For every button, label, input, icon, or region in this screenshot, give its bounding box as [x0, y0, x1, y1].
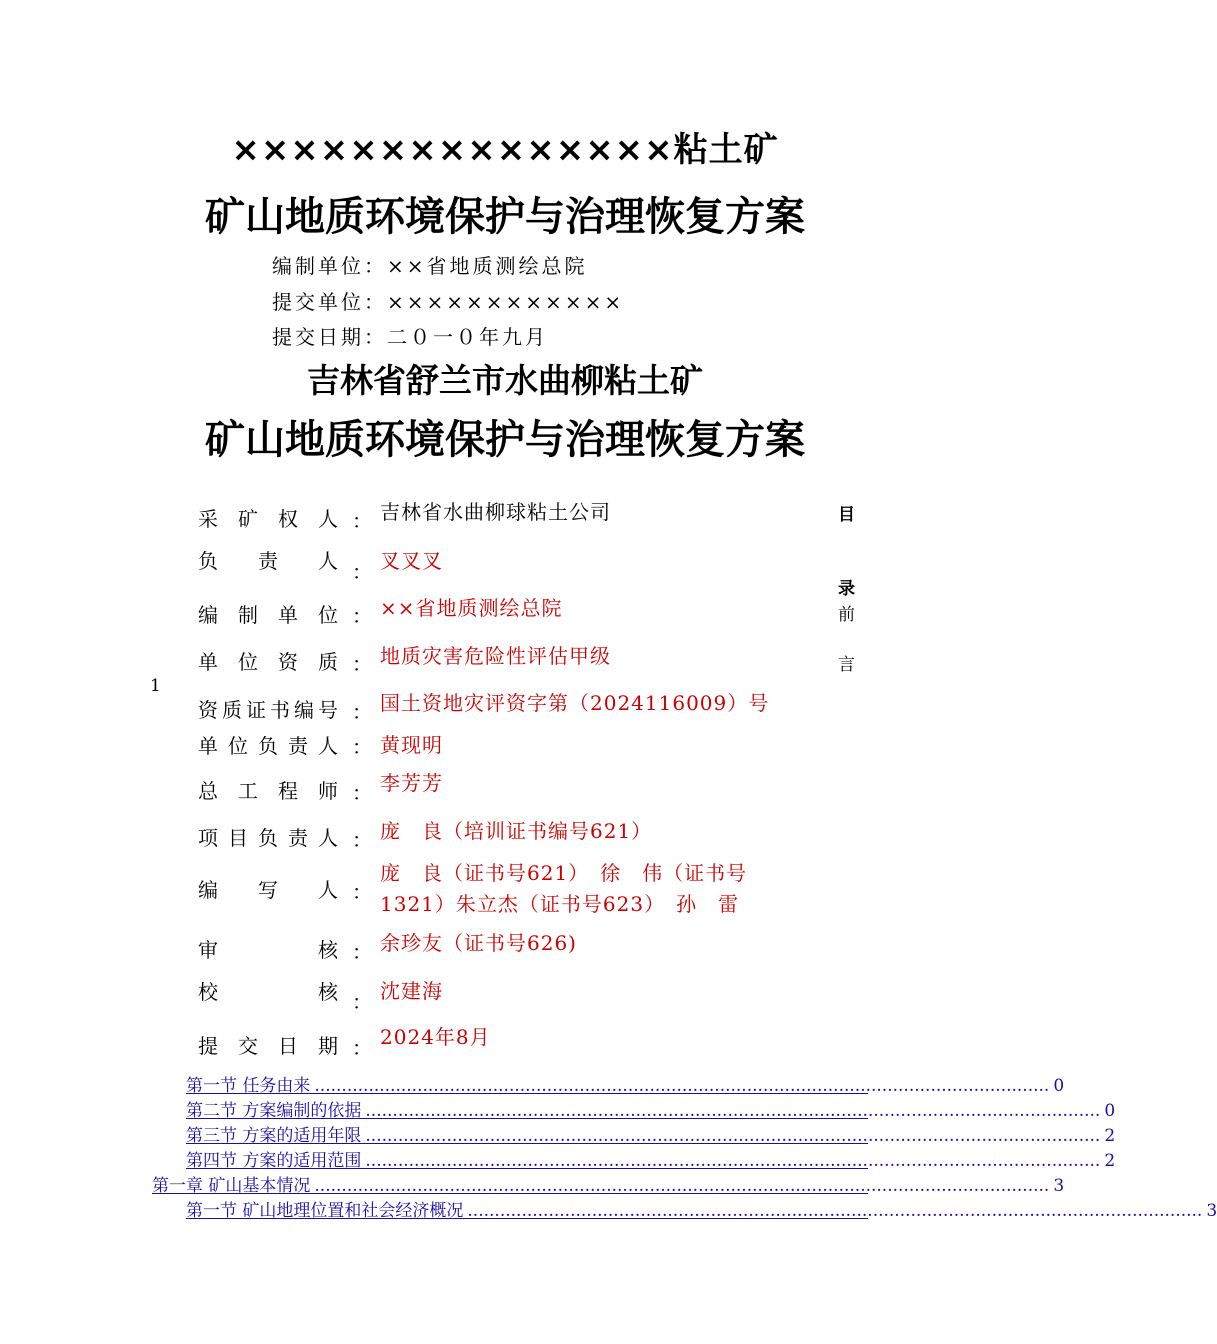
- toc-title-char: 年: [327, 1126, 345, 1146]
- field-label-char: 期: [318, 1034, 338, 1058]
- field-label-cert-number: [198, 694, 338, 723]
- field-label-char: 工: [238, 779, 258, 803]
- toc-title-char: 来: [293, 1076, 311, 1096]
- toc-entry-page: 2: [1104, 1126, 1116, 1146]
- field-colon: ：: [352, 652, 372, 676]
- toc-heading-lu: 录: [838, 579, 855, 599]
- page-number-one: 1: [150, 676, 161, 696]
- toc-title-char: 务: [259, 1076, 277, 1096]
- field-label-char: 目: [228, 826, 248, 850]
- field-label-writers: [198, 874, 338, 903]
- field-value-proofread: 沈建海: [380, 979, 443, 1003]
- toc-title-char: 经: [395, 1201, 413, 1221]
- toc-entry-page: 0: [1053, 1076, 1065, 1096]
- field-label-char: 人: [318, 549, 338, 573]
- toc-title-char: 山: [259, 1201, 277, 1221]
- toc-title-char: 依: [327, 1101, 345, 1121]
- toc-title-char: 节: [220, 1151, 237, 1171]
- toc-title-char: 三: [203, 1126, 220, 1146]
- toc-title-char: 况: [293, 1176, 311, 1196]
- toc-entry-chapter[interactable]: [152, 1171, 1065, 1196]
- toc-title-char: 方: [242, 1101, 260, 1121]
- field-label-char: 核: [318, 980, 338, 1004]
- field-value-chief-engineer: 李芳芳: [380, 771, 443, 795]
- toc-title-char: 第: [152, 1176, 169, 1196]
- toc-title-char: 第: [186, 1126, 203, 1146]
- field-colon: ：: [352, 940, 372, 964]
- field-label-review: [198, 934, 338, 963]
- toc-title-char: 的: [310, 1101, 328, 1121]
- toc-entry-title: [186, 1071, 310, 1096]
- field-label-char: 审: [198, 938, 218, 962]
- preface-qian: 前: [838, 605, 855, 625]
- field-label-char: 单: [278, 603, 298, 627]
- field-value-qualification: 地质灾害危险性评估甲级: [380, 644, 611, 668]
- toc-title-char: 一: [203, 1201, 220, 1221]
- field-label-char: 负: [198, 549, 218, 573]
- toc-title-char: 据: [344, 1101, 362, 1121]
- cover-title-line1: ×××××××××××××××粘土矿: [231, 130, 779, 170]
- field-label-char: 负: [258, 734, 278, 758]
- field-label-chief-engineer: [198, 775, 338, 804]
- toc-title-char: 制: [293, 1101, 311, 1121]
- toc-title-char: 矿: [208, 1176, 226, 1196]
- field-label-char: 人: [318, 826, 338, 850]
- toc-title-char: 第: [186, 1101, 203, 1121]
- toc-title-char: 用: [310, 1126, 328, 1146]
- toc-title-char: 节: [220, 1201, 237, 1221]
- field-colon: ：: [352, 1036, 372, 1060]
- field-label-char: 资: [278, 650, 298, 674]
- field-value-mining-right: 吉林省水曲柳球粘土公司: [380, 500, 611, 524]
- field-label-char: 书: [270, 698, 290, 722]
- preface-yan: 言: [838, 655, 855, 675]
- toc-title-char: 理: [293, 1201, 311, 1221]
- field-value-compile-unit: ××省地质测绘总院: [380, 596, 563, 620]
- field-label-char: 交: [238, 1034, 258, 1058]
- toc-title-char: 况: [446, 1201, 464, 1221]
- toc-title-char: 四: [203, 1151, 220, 1171]
- field-label-char: 编: [198, 603, 218, 627]
- field-label-submit-date: [198, 1030, 338, 1059]
- compile-unit: 编制单位：××省地质测绘总院: [272, 254, 588, 278]
- field-label-char: 质: [222, 698, 242, 722]
- submit-date: 提交日期：二０一０年九月: [272, 325, 548, 349]
- toc-title-char: 案: [259, 1151, 277, 1171]
- field-value-writers: 庞 良（证书号621） 徐 伟（证书号: [380, 861, 748, 885]
- toc-title-char: 案: [259, 1101, 277, 1121]
- toc-leader: ........................................................................................................................................: [365, 1126, 1101, 1146]
- toc-entry-title: [186, 1096, 361, 1121]
- toc-entry-title: [186, 1146, 361, 1171]
- toc-title-char: 情: [276, 1176, 294, 1196]
- field-label-char: 位: [318, 603, 338, 627]
- field-label-responsible: [198, 545, 338, 574]
- toc-entry-page: 2: [1104, 1151, 1116, 1171]
- field-label-char: 师: [318, 779, 338, 803]
- field-label-char: 人: [318, 507, 338, 531]
- field-label-char: 矿: [238, 507, 258, 531]
- field-label-char: 责: [288, 734, 308, 758]
- field-label-char: 人: [318, 734, 338, 758]
- field-label-char: 人: [318, 878, 338, 902]
- field-label-char: 责: [258, 549, 278, 573]
- field-value-cert-number: 国土资地灾评资字第（2024116009）号: [380, 691, 770, 715]
- field-label-char: 日: [278, 1034, 298, 1058]
- toc-title-char: 节: [220, 1101, 237, 1121]
- toc-title-char: 由: [276, 1076, 294, 1096]
- field-label-char: 负: [258, 826, 278, 850]
- field-label-char: 编: [294, 698, 314, 722]
- toc-title-char: 社: [361, 1201, 379, 1221]
- toc-title-char: 编: [276, 1101, 294, 1121]
- toc-entry[interactable]: [186, 1071, 1065, 1096]
- toc-title-char: 适: [293, 1126, 311, 1146]
- toc-entry-title: [152, 1171, 310, 1196]
- field-label-char: 位: [228, 734, 248, 758]
- field-colon: ：: [352, 880, 372, 904]
- toc-title-char: 任: [242, 1076, 260, 1096]
- toc-title-char: 用: [310, 1151, 328, 1171]
- toc-leader: ........................................................................................................................................: [365, 1151, 1101, 1171]
- field-label-char: 编: [198, 878, 218, 902]
- field-value-project-lead: 庞 良（培训证书编号621）: [380, 819, 653, 843]
- field-colon: ：: [352, 509, 372, 533]
- toc-heading-mu: 目: [838, 505, 855, 525]
- field-value-writers-line2: 1321）朱立杰（证书号623） 孙 雷: [380, 892, 740, 916]
- field-label-unit-head: [198, 730, 338, 759]
- field-colon: ：: [352, 828, 372, 852]
- toc-entry[interactable]: [186, 1096, 1116, 1121]
- toc-leader: ........................................................................................................................................: [365, 1101, 1101, 1121]
- toc-title-char: 置: [327, 1201, 345, 1221]
- toc-title-char: 的: [276, 1126, 294, 1146]
- field-label-char: 总: [198, 779, 218, 803]
- toc-title-char: 第: [186, 1201, 203, 1221]
- field-label-char: 项: [198, 826, 218, 850]
- toc-entry-page: 3: [1206, 1201, 1217, 1221]
- toc-entry-page: 3: [1053, 1176, 1065, 1196]
- cover-title-line4: 矿山地质环境保护与治理恢复方案: [205, 417, 805, 463]
- toc-title-char: 山: [225, 1176, 243, 1196]
- field-colon: ：: [352, 700, 372, 724]
- field-value-submit-date: 2024年8月: [380, 1025, 491, 1049]
- toc-title-char: 的: [276, 1151, 294, 1171]
- field-label-char: 责: [288, 826, 308, 850]
- field-colon: ：: [352, 781, 372, 805]
- toc-title-char: 本: [259, 1176, 277, 1196]
- toc-leader: ........................................................................................................................................: [467, 1201, 1203, 1221]
- toc-title-char: 济: [412, 1201, 430, 1221]
- field-colon: ：: [352, 604, 372, 628]
- toc-title-char: 适: [293, 1151, 311, 1171]
- field-value-unit-head: 黄现明: [380, 733, 443, 757]
- field-colon: ：: [352, 560, 372, 584]
- field-label-char: 单: [198, 734, 218, 758]
- field-label-char: 位: [238, 650, 258, 674]
- field-label-char: 提: [198, 1034, 218, 1058]
- field-colon: ：: [352, 735, 372, 759]
- toc-entry[interactable]: [186, 1146, 1116, 1171]
- field-label-char: 写: [258, 878, 278, 902]
- toc-title-char: 限: [344, 1126, 362, 1146]
- field-label-char: 权: [278, 507, 298, 531]
- cover-title-line3: 吉林省舒兰市水曲柳粘土矿: [307, 361, 703, 400]
- submit-unit: 提交单位：××××××××××××: [272, 290, 625, 314]
- toc-title-char: 概: [429, 1201, 447, 1221]
- field-label-proofread: [198, 976, 338, 1005]
- toc-title-char: 一: [169, 1176, 186, 1196]
- field-label-char: 资: [198, 698, 218, 722]
- toc-title-char: 矿: [242, 1201, 260, 1221]
- field-label-char: 制: [238, 603, 258, 627]
- toc-entry-title: [186, 1196, 463, 1221]
- toc-title-char: 位: [310, 1201, 328, 1221]
- field-label-qualification: [198, 646, 338, 675]
- field-label-char: 单: [198, 650, 218, 674]
- toc-title-char: 第: [186, 1076, 203, 1096]
- field-label-char: 校: [198, 980, 218, 1004]
- toc-title-char: 地: [276, 1201, 294, 1221]
- cover-title-line2: 矿山地质环境保护与治理恢复方案: [205, 194, 805, 240]
- toc-title-char: 方: [242, 1151, 260, 1171]
- toc-title-char: 会: [378, 1201, 396, 1221]
- field-value-review: 余珍友（证书号626): [380, 931, 577, 955]
- toc-title-char: 基: [242, 1176, 260, 1196]
- field-label-project-lead: [198, 822, 338, 851]
- toc-title-char: 案: [259, 1126, 277, 1146]
- toc-title-char: 范: [327, 1151, 345, 1171]
- field-label-compile-unit: [198, 599, 338, 628]
- toc-entry-page: 0: [1104, 1101, 1116, 1121]
- toc-leader: ........................................................................................................................................: [314, 1176, 1050, 1196]
- toc-title-char: 节: [220, 1076, 237, 1096]
- field-label-char: 证: [246, 698, 266, 722]
- toc-entry-title: [186, 1121, 361, 1146]
- toc-title-char: 围: [344, 1151, 362, 1171]
- toc-entry[interactable]: [186, 1121, 1116, 1146]
- field-label-char: 核: [318, 938, 338, 962]
- toc-title-char: 章: [186, 1176, 203, 1196]
- field-label-mining-right: [198, 503, 338, 532]
- toc-leader: ........................................................................................................................................: [314, 1076, 1050, 1096]
- field-label-char: 采: [198, 507, 218, 531]
- toc-title-char: 二: [203, 1101, 220, 1121]
- toc-title-char: 一: [203, 1076, 220, 1096]
- toc-title-char: 方: [242, 1126, 260, 1146]
- field-value-responsible: 叉叉叉: [380, 549, 443, 573]
- toc-title-char: 和: [344, 1201, 362, 1221]
- toc-title-char: 节: [220, 1126, 237, 1146]
- toc-title-char: 第: [186, 1151, 203, 1171]
- field-colon: ：: [352, 990, 372, 1014]
- field-label-char: 程: [278, 779, 298, 803]
- toc-entry[interactable]: [186, 1196, 1217, 1221]
- field-label-char: 号: [318, 698, 338, 722]
- field-label-char: 质: [318, 650, 338, 674]
